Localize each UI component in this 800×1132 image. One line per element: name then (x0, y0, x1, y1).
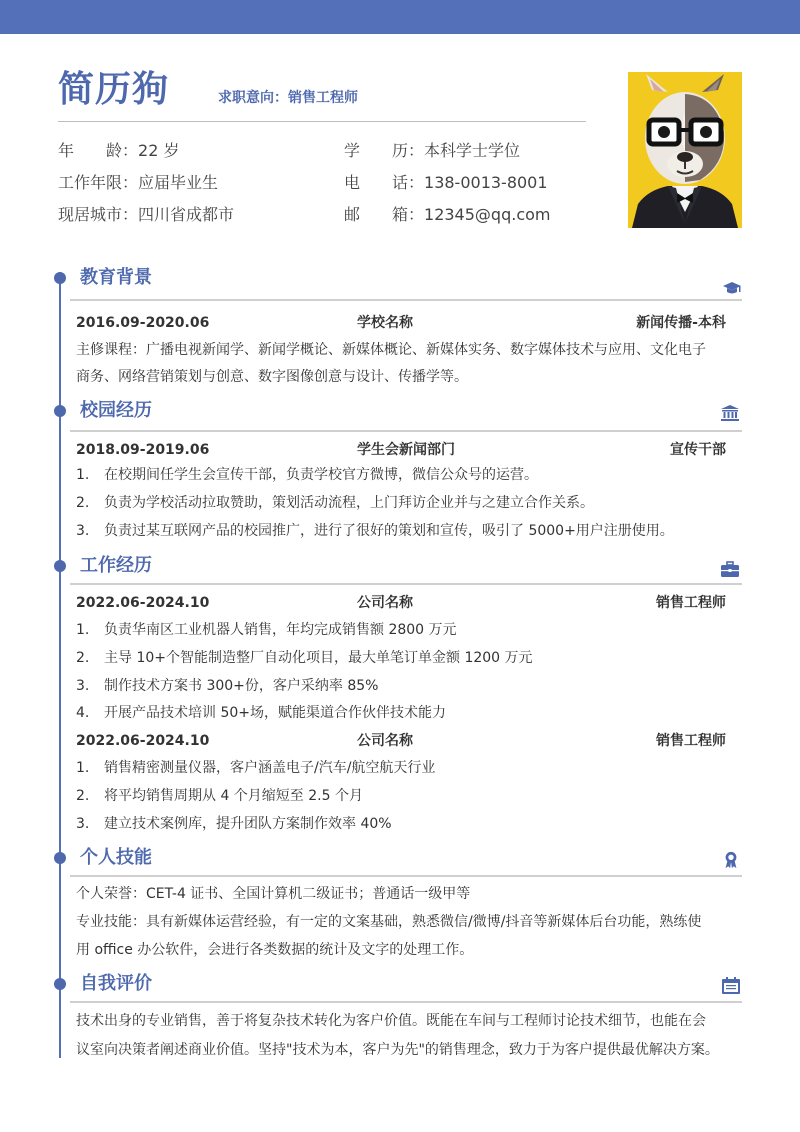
section-title-education: 教育背景 (80, 267, 152, 288)
campus-item: 3. 负责过某互联网产品的校园推广，进行了很好的策划和宣传，吸引了 5000+用户注册使用。 (76, 523, 674, 539)
skill-line: 专业技能：具有新媒体运营经验，有一定的文案基础，熟悉微信/微博/抖音等新媒体后台功能，熟练使 (76, 914, 702, 930)
profile-photo (628, 72, 742, 228)
info-label: 年 龄 (58, 141, 122, 160)
campus-date: 2018.09-2019.06 (76, 442, 210, 458)
campus-item: 1. 在校期间任学生会宣传干部，负责学校官方微博，微信公众号的运营。 (76, 467, 538, 483)
info-value: 本科学士学位 (424, 141, 521, 160)
briefcase-icon (720, 561, 740, 579)
dog-portrait-illustration (628, 72, 742, 228)
job-item: 4. 开展产品技术培训 50+场，赋能渠道合作伙伴技术能力 (76, 705, 446, 721)
info-label: 邮 箱 (344, 205, 408, 224)
self-eval-line: 议室向决策者阐述商业价值。坚持"技术为本，客户为先"的销售理念，致力于为客户提供最优解决方案。 (76, 1042, 719, 1058)
info-education: 学 历：本科学士学位 (344, 141, 521, 160)
skill-line: 个人荣誉：CET-4 证书、全国计算机二级证书；普通话一级甲等 (76, 886, 471, 902)
section-marker (54, 272, 66, 284)
timeline-line (59, 272, 61, 1058)
info-city: 现居城市：四川省成都市 (58, 205, 235, 224)
job-item: 3. 建立技术案例库，提升团队方案制作效率 40% (76, 816, 392, 832)
info-value: 四川省成都市 (138, 205, 235, 224)
edu-courses-line: 主修课程：广播电视新闻学、新闻学概论、新媒体概论、新媒体实务、数字媒体技术与应用、文化电子 (76, 342, 706, 358)
resume-name: 简历狗 (58, 69, 170, 110)
section-title-self: 自我评价 (80, 973, 152, 994)
institution-icon (720, 404, 740, 422)
calendar-icon (721, 977, 741, 995)
section-divider (70, 1001, 742, 1003)
top-banner (0, 0, 800, 34)
section-divider (70, 583, 742, 585)
info-value: 138-0013-8001 (424, 173, 548, 192)
section-title-skills: 个人技能 (80, 847, 152, 868)
info-phone: 电 话：138-0013-8001 (344, 173, 548, 192)
job-date: 2022.06-2024.10 (76, 595, 210, 611)
info-label: 现居城市 (58, 205, 123, 224)
graduation-cap-icon (722, 279, 742, 297)
job-title: 销售工程师 (656, 595, 726, 611)
info-label: 电 话 (344, 173, 408, 192)
campus-role: 宣传干部 (670, 442, 726, 458)
job-item: 2. 主导 10+个智能制造整厂自动化项目，最大单笔订单金额 1200 万元 (76, 650, 533, 666)
job-date: 2022.06-2024.10 (76, 733, 210, 749)
info-value: 12345@qq.com (424, 205, 551, 224)
campus-org: 学生会新闻部门 (357, 442, 455, 458)
section-divider (70, 299, 742, 301)
award-icon (721, 851, 741, 869)
job-company: 公司名称 (357, 595, 413, 611)
edu-major: 新闻传播-本科 (636, 315, 726, 331)
job-item: 2. 将平均销售周期从 4 个月缩短至 2.5 个月 (76, 788, 363, 804)
info-work-years: 工作年限：应届毕业生 (58, 173, 219, 192)
section-title-campus: 校园经历 (80, 400, 152, 421)
section-title-work: 工作经历 (80, 555, 152, 576)
edu-school: 学校名称 (357, 315, 413, 331)
self-eval-line: 技术出身的专业销售，善于将复杂技术转化为客户价值。既能在车间与工程师讨论技术细节，也能在会 (76, 1013, 706, 1029)
edu-courses-line: 商务、网络营销策划与创意、数字图像创意与设计、传播学等。 (76, 369, 468, 385)
edu-date: 2016.09-2020.06 (76, 315, 210, 331)
section-divider (70, 875, 742, 877)
section-marker (54, 405, 66, 417)
skill-line: 用 office 办公软件，会进行各类数据的统计及文字的处理工作。 (76, 942, 474, 958)
info-value: 22 岁 (138, 141, 180, 160)
section-marker (54, 560, 66, 572)
campus-item: 2. 负责为学校活动拉取赞助，策划活动流程，上门拜访企业并与之建立合作关系。 (76, 495, 594, 511)
job-company: 公司名称 (357, 733, 413, 749)
section-divider (70, 430, 742, 432)
info-label: 工作年限 (58, 173, 123, 192)
info-label: 学 历 (344, 141, 408, 160)
section-marker (54, 978, 66, 990)
info-age: 年 龄：22 岁 (58, 141, 180, 160)
info-value: 应届毕业生 (138, 173, 219, 192)
job-item: 3. 制作技术方案书 300+份，客户采纳率 85% (76, 678, 379, 694)
job-title: 销售工程师 (656, 733, 726, 749)
header-divider (58, 121, 586, 122)
job-item: 1. 销售精密测量仪器，客户涵盖电子/汽车/航空航天行业 (76, 760, 436, 776)
info-email: 邮 箱：12345@qq.com (344, 205, 551, 224)
section-marker (54, 852, 66, 864)
job-intent: 求职意向：销售工程师 (218, 90, 358, 106)
job-item: 1. 负责华南区工业机器人销售，年均完成销售额 2800 万元 (76, 622, 457, 638)
